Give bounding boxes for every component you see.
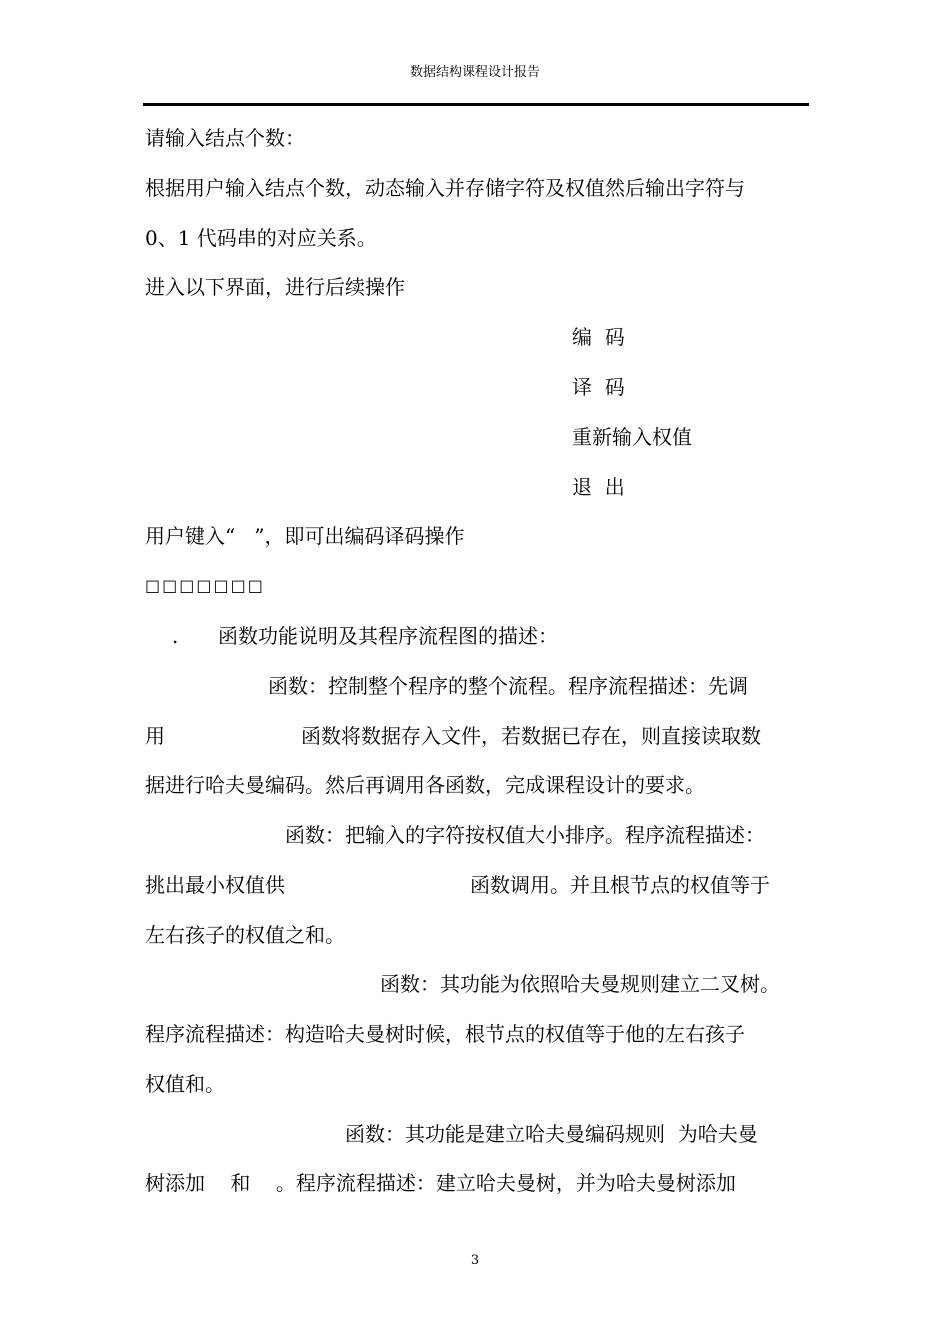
- paragraph-line: 函数：把输入的字符按权值大小排序。程序流程描述：: [285, 823, 765, 847]
- paragraph-line: 0、1 代码串的对应关系。: [145, 226, 377, 250]
- paragraph-line: 函数：控制整个程序的整个流程。程序流程描述：先调: [268, 674, 748, 698]
- paragraph-line: 左右孩子的权值之和。: [145, 923, 345, 947]
- paragraph-line: 函数将数据存入文件，若数据已存在，则直接读取数: [301, 724, 761, 748]
- paragraph-line: 程序流程描述：构造哈夫曼树时候，根节点的权值等于他的左右孩子: [145, 1022, 745, 1046]
- menu-item-encode: 编 码: [572, 325, 625, 349]
- header-divider: [143, 103, 809, 106]
- paragraph-line: 函数：其功能为依照哈夫曼规则建立二叉树。: [380, 972, 780, 996]
- page-header: 数据结构课程设计报告: [409, 65, 540, 80]
- section-heading: 函数功能说明及其程序流程图的描述：: [218, 624, 558, 648]
- placeholder-glyphs: □□□□□□□: [145, 576, 265, 595]
- paragraph-line: 权值和。: [145, 1072, 225, 1096]
- paragraph-line: 请输入结点个数：: [145, 126, 305, 150]
- paragraph-line: 进入以下界面，进行后续操作: [145, 275, 405, 299]
- paragraph-line-start: 挑出最小权值供: [145, 873, 285, 897]
- paragraph-line: 函数：其功能是建立哈夫曼编码规则 为哈夫曼: [345, 1122, 758, 1146]
- paragraph-line: 根据用户输入结点个数，动态输入并存储字符及权值然后输出字符与: [145, 176, 745, 200]
- paragraph-line: 函数调用。并且根节点的权值等于: [470, 873, 770, 897]
- menu-item-decode: 译 码: [572, 375, 625, 399]
- paragraph-line-start: 用: [145, 724, 165, 748]
- page-number: 3: [470, 1253, 480, 1268]
- paragraph-line: 据进行哈夫曼编码。然后再调用各函数，完成课程设计的要求。: [145, 773, 705, 797]
- paragraph-line: 用户键入“ ”，即可出编码译码操作: [145, 524, 465, 548]
- menu-item-exit: 退 出: [572, 475, 625, 499]
- menu-item-reenter-weights: 重新输入权值: [572, 425, 692, 449]
- section-number: .: [172, 624, 179, 648]
- paragraph-line: 树添加 和 。程序流程描述：建立哈夫曼树，并为哈夫曼树添加: [145, 1171, 736, 1195]
